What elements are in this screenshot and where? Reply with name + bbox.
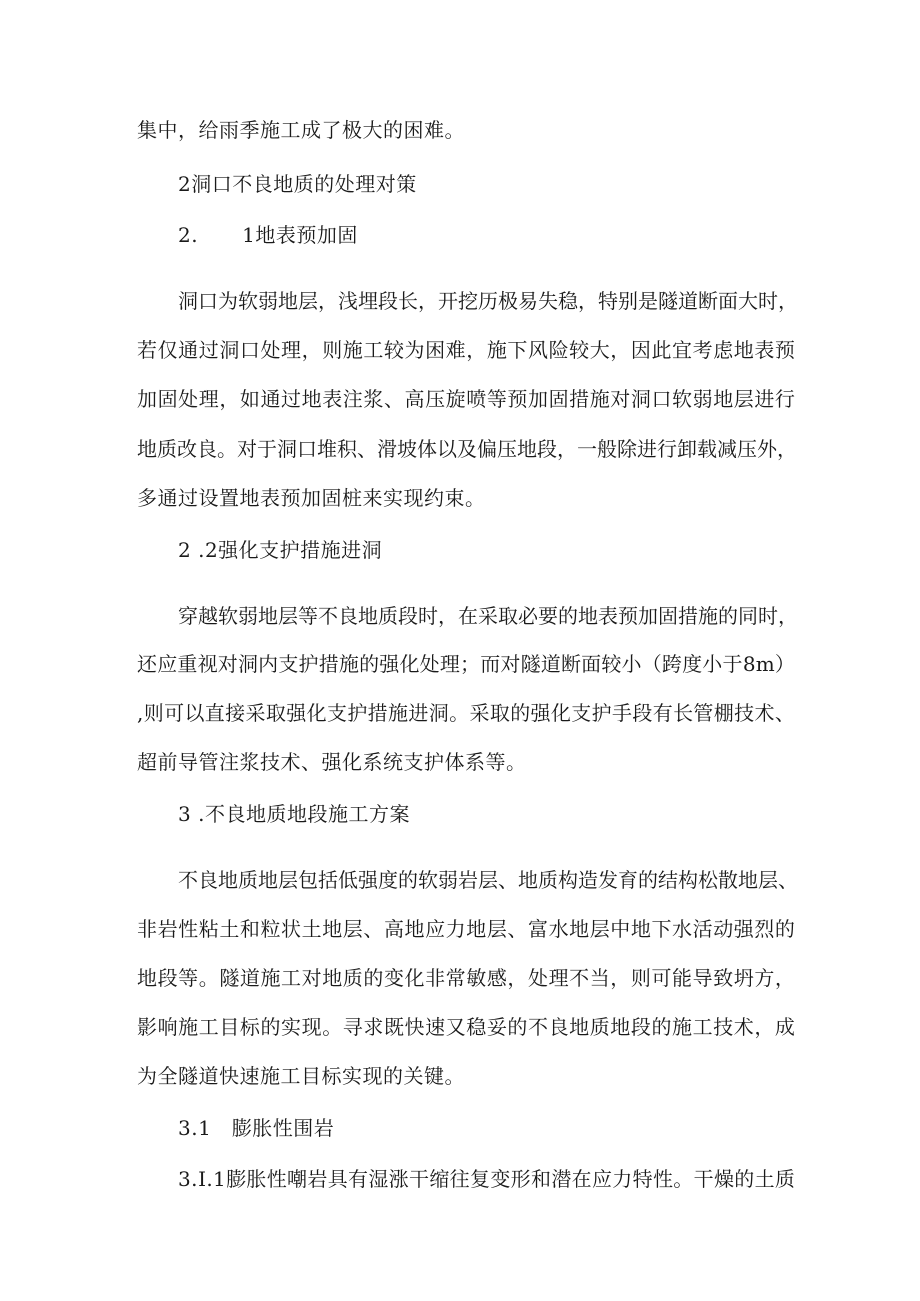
paragraph-continuation-line: 集中，给雨季施工成了极大的困难。 [137,118,465,142]
paragraph-2-line-2: 还 应 重 视 对 洞 内 支 护 措 施 的 强 化 处 理 ； 而 对 隧 道 断 面 较 小 （ 跨 度 小 于 8 m ） [137,652,795,676]
paragraph-2-line-3: , 则 可 以 直 接 采 取 强 化 支 护 措 施 进 洞 。 采 取 的 强 化 支 护 手 段 有 长 管 棚 技 术 、 [137,701,795,725]
paragraph-3-line-2: 非 岩 性 粘 土 和 粒 状 土 地 层 、 高 地 应 力 地 层 、 富 水 地 层 中 地 下 水 活 动 强 烈 的 [137,917,795,941]
paragraph-3-line-1: 不 良 地 质 地 层 包 括 低 强 度 的 软 弱 岩 层 、 地 质 构 造 发 育 的 结 构 松 散 地 层 、 [178,868,798,892]
subsection-number: 2. [178,223,199,247]
section-heading-3: 3 .不良地质地段施工方案 [178,802,410,826]
subsection-heading-3-1: 3.1 膨胀性围岩 [178,1116,335,1140]
paragraph-3-line-5: 为全隧道快速施工目标实现的关键。 [137,1064,465,1088]
subsection-heading-2-1 [178,223,358,247]
paragraph-1-line-5: 多通过设置地表预加固桩来实现约束。 [137,486,486,510]
paragraph-1-line-3: 加 固 处 理 ， 如 通 过 地 表 注 浆 、 高 压 旋 喷 等 预 加 固 措 施 对 洞 口 软 弱 地 层 进 行 [137,387,795,411]
section-heading-2: 2洞口不良地质的处理对策 [178,172,417,196]
paragraph-1-line-1: 洞 口 为 软 弱 地 层 ， 浅 埋 段 长 ， 开 挖 历 极 易 失 稳 ， 特 别 是 隧 道 断 面 大 时 ， [178,289,798,313]
paragraph-4-line-1: 3 . I . 1 膨 胀 性 嘲 岩 具 有 湿 涨 干 缩 往 复 变 形 和 潜 在 应 力 特 性 。 干 燥 的 土 质 [178,1167,795,1191]
paragraph-1-line-2: 若 仅 通 过 洞 口 处 理 ， 则 施 工 较 为 困 难 ， 施 下 风 险 较 大 ， 因 此 宜 考 虑 地 表 预 [137,338,795,362]
paragraph-1-line-4: 地 质 改 良 。 对 于 洞 口 堆 积 、 滑 坡 体 以 及 偏 压 地 段 ， 一 般 除 进 行 卸 载 减 压 外 ， [137,437,797,461]
paragraph-2-line-4: 超前导管注浆技术、强化系统支护体系等。 [137,750,527,774]
subsection-title: 1地表预加固 [242,223,358,247]
subsection-heading-2-2: 2 .2强化支护措施进洞 [178,538,383,562]
paragraph-3-line-3: 地 段 等 。 隧 道 施 工 对 地 质 的 变 化 非 常 敏 感 ， 处 理 不 当 ， 则 可 能 导 致 坍 方 ， [137,966,795,990]
paragraph-2-line-1: 穿 越 软 弱 地 层 等 不 良 地 质 段 时 ， 在 采 取 必 要 的 地 表 预 加 固 措 施 的 同 时 ， [178,604,798,628]
paragraph-3-line-4: 影 响 施 工 目 标 的 实 现 。 寻 求 既 快 速 又 稳 妥 的 不 良 地 质 地 段 的 施 工 技 术 ， 成 [137,1015,795,1039]
